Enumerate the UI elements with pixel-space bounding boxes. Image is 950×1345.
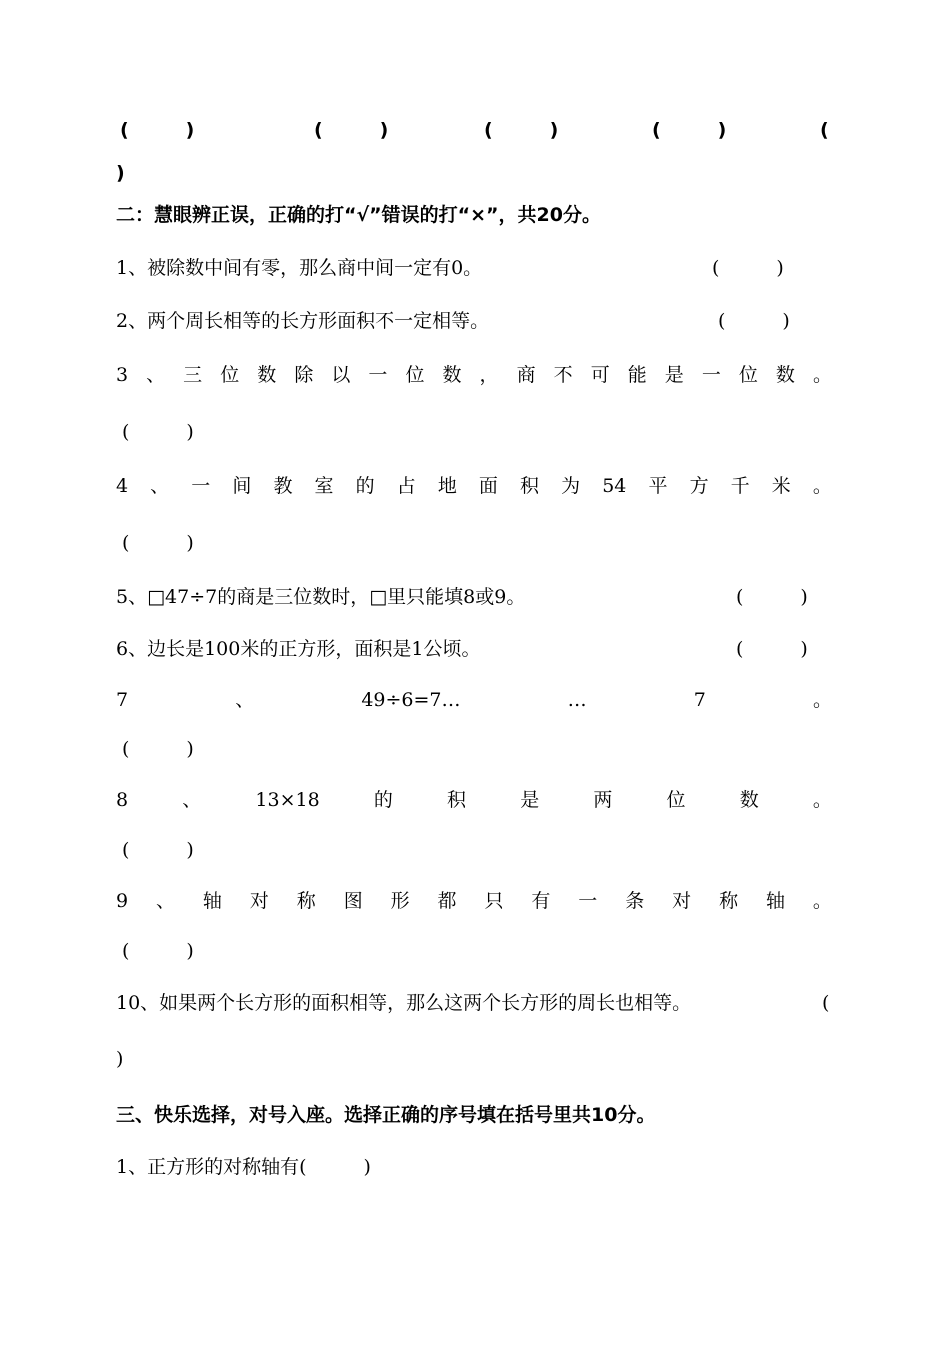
tf-item-4-char: 面 — [478, 475, 498, 497]
tf-item-9-char: 图 — [343, 890, 363, 912]
tf-item-8-char: 。 — [812, 789, 832, 811]
blank-1: ( ) — [120, 119, 195, 141]
tf-item-9-char: 有 — [531, 890, 551, 912]
tf-item-3-char: 位 — [738, 364, 758, 386]
tf-item-3-char: 可 — [590, 364, 610, 386]
tf-item-3-char: 位 — [220, 364, 240, 386]
tf-item-9-char: 称 — [296, 890, 316, 912]
mc-item-1 — [0, 1152, 950, 1182]
tf-item-3-char: 一 — [368, 364, 388, 386]
tf-item-9-char: 只 — [484, 890, 504, 912]
tf-item-3-char: 数 — [257, 364, 277, 386]
tf-item-9-blank: ( ) — [122, 940, 194, 962]
mc-item-1-text: 1、正方形的对称轴有( ) — [116, 1156, 371, 1178]
tf-item-4-char: 占 — [396, 475, 416, 497]
tf-item-9-char: 称 — [719, 890, 739, 912]
tf-item-4 — [116, 471, 832, 501]
tf-item-8-char: 的 — [373, 789, 393, 811]
tf-item-9-char: 条 — [625, 890, 645, 912]
tf-item-4-char: 一 — [191, 475, 211, 497]
blank-4: ( ) — [652, 119, 727, 141]
tf-item-7-char: 7 — [116, 689, 129, 711]
tf-item-3-blank: ( ) — [122, 421, 194, 443]
tf-item-4-char: 方 — [689, 475, 709, 497]
tf-item-7-char: 、 — [235, 689, 255, 711]
tf-item-9 — [116, 886, 832, 916]
tf-item-6-text: 6、边长是100米的正方形，面积是1公顷。 — [116, 638, 481, 660]
top-blank-row — [0, 115, 950, 145]
tf-item-1 — [0, 253, 950, 283]
tf-item-9-char: 都 — [437, 890, 457, 912]
tf-item-9-char: 、 — [156, 890, 176, 912]
tf-item-5 — [0, 582, 950, 612]
tf-item-10-blank-open: ( — [822, 992, 830, 1014]
tf-item-8-char: 积 — [447, 789, 467, 811]
tf-item-8-char: 两 — [593, 789, 613, 811]
tf-item-6-blank: ( ) — [736, 638, 808, 660]
section3-title: 三、快乐选择，对号入座。选择正确的序号填在括号里共10分。 — [116, 1104, 656, 1126]
tf-item-8-char: 8 — [116, 789, 129, 811]
tf-item-4-char: 的 — [355, 475, 375, 497]
tf-item-2 — [0, 306, 950, 336]
tf-item-8-blank-row — [0, 835, 950, 865]
tf-item-3-char: 位 — [405, 364, 425, 386]
tf-item-3-char: 除 — [294, 364, 314, 386]
tf-item-9-char: 。 — [812, 890, 832, 912]
tf-item-3-char: 数 — [442, 364, 462, 386]
tf-item-4-blank-row — [0, 528, 950, 558]
blank-2: ( ) — [314, 119, 389, 141]
tf-item-3-char: 商 — [516, 364, 536, 386]
tf-item-9-char: 对 — [672, 890, 692, 912]
tf-item-8 — [116, 785, 832, 815]
tf-item-10-text: 10、如果两个长方形的面积相等，那么这两个长方形的周长也相等。 — [116, 992, 692, 1014]
tf-item-8-char: 位 — [666, 789, 686, 811]
section3-title-row — [0, 1100, 950, 1130]
section2-title: 二：慧眼辨正误，正确的打“√”错误的打“×”，共20分。 — [116, 204, 601, 226]
tf-item-3-char: 。 — [812, 364, 832, 386]
top-blank-wrap-row — [0, 158, 950, 188]
tf-item-10-blank-close: ) — [116, 1048, 124, 1070]
tf-item-4-char: 间 — [232, 475, 252, 497]
tf-item-4-char: 4 — [116, 475, 129, 497]
tf-item-9-char: 一 — [578, 890, 598, 912]
tf-item-4-char: 。 — [812, 475, 832, 497]
blank-5-open: ( — [820, 119, 829, 141]
tf-item-4-char: 教 — [273, 475, 293, 497]
tf-item-8-char: 数 — [739, 789, 759, 811]
tf-item-5-text: 5、□47÷7的商是三位数时，□里只能填8或9。 — [116, 586, 526, 608]
tf-item-7-char: 49÷6=7… — [361, 689, 461, 711]
tf-item-3-char: 能 — [627, 364, 647, 386]
tf-item-9-char: 对 — [249, 890, 269, 912]
tf-item-4-char: 54 — [602, 475, 627, 497]
tf-item-3-char: ， — [479, 364, 499, 386]
tf-item-6 — [0, 634, 950, 664]
tf-item-3 — [116, 360, 832, 390]
tf-item-10 — [0, 988, 950, 1018]
blank-3: ( ) — [484, 119, 559, 141]
tf-item-2-text: 2、两个周长相等的长方形面积不一定相等。 — [116, 310, 490, 332]
tf-item-4-char: 积 — [520, 475, 540, 497]
tf-item-1-text: 1、被除数中间有零，那么商中间一定有0。 — [116, 257, 483, 279]
tf-item-3-char: 一 — [701, 364, 721, 386]
tf-item-9-char: 形 — [390, 890, 410, 912]
tf-item-8-blank: ( ) — [122, 839, 194, 861]
tf-item-4-char: 千 — [730, 475, 750, 497]
tf-item-5-blank: ( ) — [736, 586, 808, 608]
tf-item-7-char: … — [567, 689, 587, 711]
tf-item-8-char: 13×18 — [255, 789, 320, 811]
tf-item-7-char: 。 — [812, 689, 832, 711]
tf-item-3-char: 三 — [183, 364, 203, 386]
tf-item-3-char: 3 — [116, 364, 129, 386]
tf-item-3-blank-row — [0, 417, 950, 447]
tf-item-4-char: 为 — [561, 475, 581, 497]
tf-item-2-blank: ( ) — [718, 310, 790, 332]
tf-item-3-char: 数 — [775, 364, 795, 386]
blank-5-close: ) — [116, 162, 125, 184]
section2-title-row — [0, 200, 950, 230]
tf-item-8-char: 是 — [520, 789, 540, 811]
tf-item-4-char: 米 — [771, 475, 791, 497]
tf-item-7-char: 7 — [693, 689, 706, 711]
tf-item-9-char: 9 — [116, 890, 129, 912]
tf-item-3-char: 以 — [331, 364, 351, 386]
tf-item-7-blank: ( ) — [122, 738, 194, 760]
tf-item-7 — [116, 685, 832, 715]
tf-item-4-char: 、 — [150, 475, 170, 497]
tf-item-3-char: 不 — [553, 364, 573, 386]
tf-item-10-wrap-row — [0, 1044, 950, 1074]
tf-item-4-char: 室 — [314, 475, 334, 497]
tf-item-3-char: 是 — [664, 364, 684, 386]
tf-item-4-char: 平 — [648, 475, 668, 497]
tf-item-9-char: 轴 — [765, 890, 785, 912]
tf-item-9-blank-row — [0, 936, 950, 966]
tf-item-1-blank: ( ) — [712, 257, 784, 279]
tf-item-3-char: 、 — [146, 364, 166, 386]
tf-item-9-char: 轴 — [202, 890, 222, 912]
tf-item-8-char: 、 — [182, 789, 202, 811]
tf-item-4-char: 地 — [437, 475, 457, 497]
tf-item-7-blank-row — [0, 734, 950, 764]
tf-item-4-blank: ( ) — [122, 532, 194, 554]
